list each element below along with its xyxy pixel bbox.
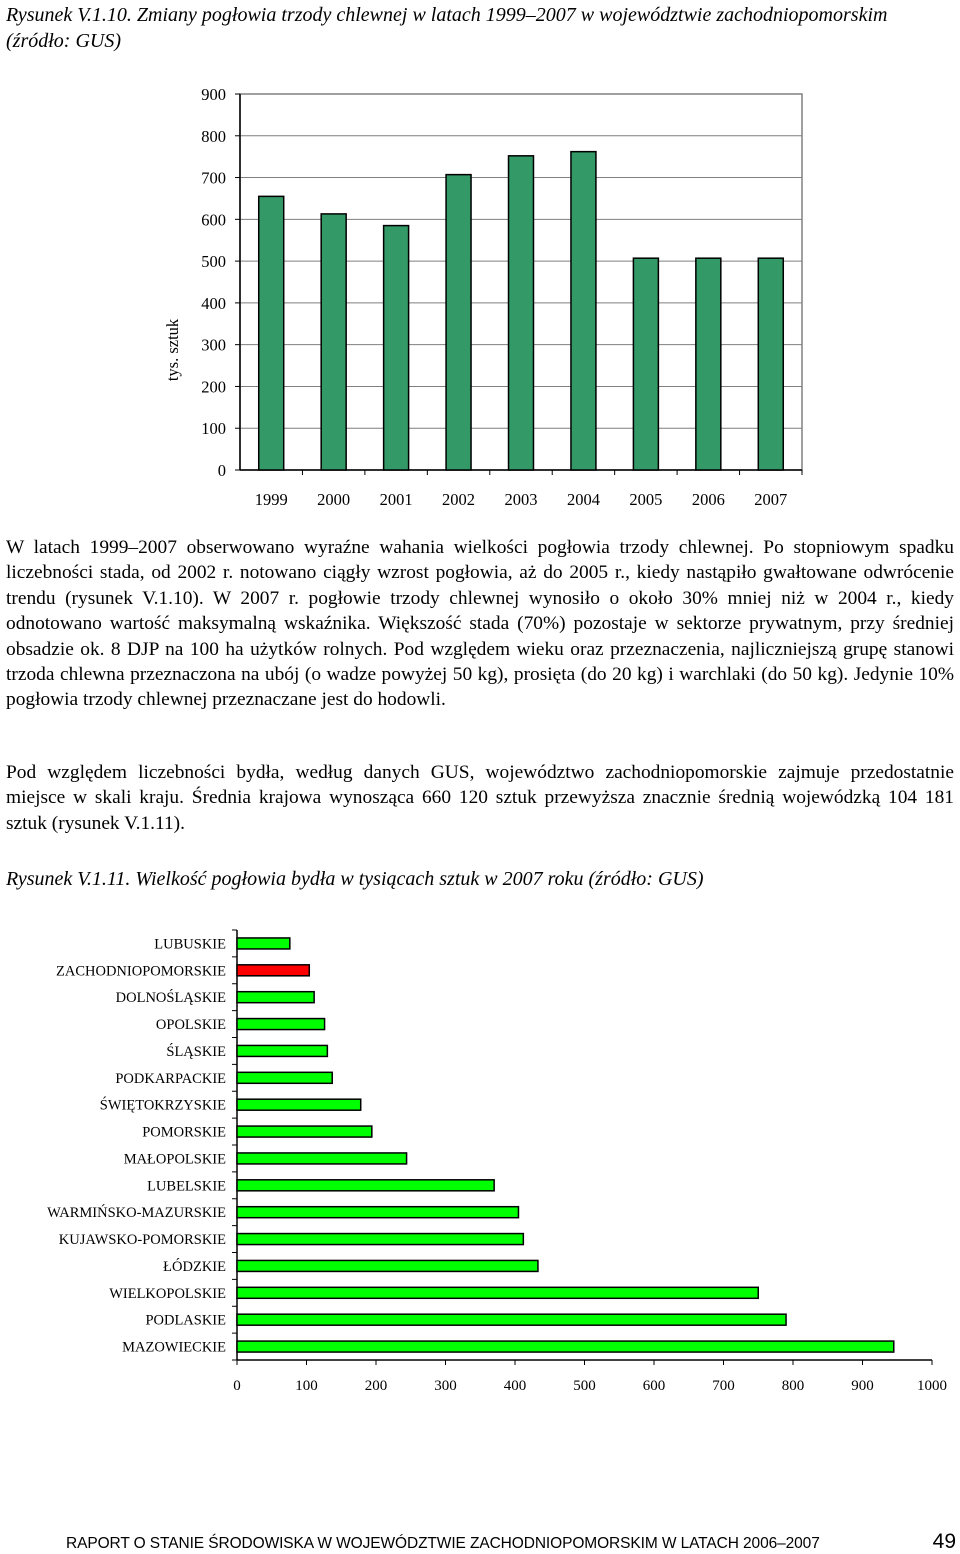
bar — [446, 175, 471, 470]
x-tick-label: 1000 — [917, 1378, 947, 1394]
bar — [633, 258, 658, 470]
category-label: LUBUSKIE — [154, 936, 226, 953]
bar — [509, 156, 534, 470]
bar — [237, 1153, 407, 1164]
category-label: OPOLSKIE — [155, 1017, 226, 1034]
y-tick-label: 400 — [201, 293, 226, 313]
page-footer — [66, 1530, 956, 1554]
bar — [237, 1019, 325, 1030]
x-tick-label: 1999 — [254, 490, 288, 509]
x-tick-label: 100 — [295, 1378, 318, 1394]
page-number: 49 — [932, 1530, 956, 1553]
x-tick-label: 2003 — [504, 490, 538, 509]
category-label: ŁÓDZKIE — [163, 1258, 226, 1275]
pig-population-chart — [0, 70, 960, 520]
category-label: WARMIŃSKO-MAZURSKIE — [47, 1205, 226, 1222]
category-label: ŚLĄSKIE — [166, 1043, 226, 1060]
x-tick-label: 2002 — [442, 490, 476, 509]
bar — [321, 214, 346, 470]
bar — [237, 1045, 327, 1056]
bar — [237, 1314, 786, 1325]
category-label: ZACHODNIOPOMORSKIE — [56, 963, 226, 980]
figure-caption-2: Rysunek V.1.11. Wielkość pogłowia bydła w tysiącach sztuk w 2007 roku (źródło: GUS) — [6, 868, 704, 890]
bar — [758, 258, 783, 470]
y-tick-label: 0 — [217, 461, 226, 480]
x-tick-label: 2000 — [317, 490, 351, 509]
y-tick-label: 700 — [201, 168, 226, 188]
category-label: PODLASKIE — [145, 1312, 226, 1329]
paragraph-pig-population: W latach 1999–2007 obserwowano wyraźne wahania wielkości pogłowia trzody chlewnej. Po stopniowym spadku liczebności stada, od 2002 r. notowano ciągły wzrost pogłowia, aż do 2005 r., kiedy nastąpiło gwałtowane odwrócenie trendu (rysunek V.1.10). W 2007 r. pogłowie trzody chlewnej wynosiło o około 30% mniej niż w 2004 r., kiedy odnotowano wartość maksymalną wskaźnika. Większość stada (70%) pozostaje w sektorze prywatnym, przy średniej obsadzie ok. 8 DJP na 100 ha użytków rolnych. Pod względem wieku oraz przeznaczenia, najliczniejszą grupę stanowi trzoda chlewna przeznaczona na ubój (o wadze powyżej 50 kg), prosięta (do 20 kg) i warchlaki (do 50 kg). Jedynie 10% pogłowia trzody chlewnej przeznaczane jest do hodowli. — [6, 537, 954, 711]
category-label: KUJAWSKO-POMORSKIE — [58, 1232, 226, 1249]
y-tick-label: 200 — [201, 377, 226, 397]
y-tick-label: 300 — [201, 335, 226, 355]
bar — [237, 1072, 332, 1083]
x-tick-label: 2001 — [379, 490, 413, 509]
category-label: MAŁOPOLSKIE — [123, 1151, 226, 1168]
bar — [237, 1260, 538, 1271]
x-tick-label: 500 — [573, 1378, 596, 1394]
category-label: MAZOWIECKIE — [122, 1339, 226, 1356]
y-axis-label: tys. sztuk — [163, 318, 182, 382]
bar — [696, 258, 721, 470]
cattle-population-chart — [0, 920, 960, 1410]
paragraph-cattle-population: Pod względem liczebności bydła, według danych GUS, województwo zachodniopomorskie zajmuje przedostatnie miejsce w skali kraju. Średnia krajowa wynosząca 660 120 sztuk przewyższa znacznie średnią wojewódzką 104 181 sztuk (rysunek V.1.11). — [6, 762, 954, 834]
category-label: DOLNOŚLĄSKIE — [115, 990, 226, 1007]
x-tick-label: 2005 — [629, 490, 663, 509]
x-tick-label: 2007 — [754, 490, 788, 509]
category-label: PODKARPACKIE — [115, 1070, 226, 1087]
x-tick-label: 800 — [781, 1378, 805, 1394]
category-label: ŚWIĘTOKRZYSKIE — [99, 1097, 226, 1114]
y-tick-label: 100 — [201, 419, 226, 439]
bar — [237, 1099, 361, 1110]
y-tick-label: 900 — [201, 85, 226, 104]
x-tick-label: 400 — [503, 1378, 527, 1394]
x-tick-label: 600 — [642, 1378, 666, 1394]
bar — [237, 1180, 494, 1191]
bar — [237, 1234, 523, 1245]
x-tick-label: 2006 — [691, 490, 725, 509]
figure-caption-1: Rysunek V.1.10. Zmiany pogłowia trzody chlewnej w latach 1999–2007 w województwie zachodniopomorskim (źródło: GUS) — [6, 4, 888, 52]
bar — [237, 992, 314, 1003]
category-label: POMORSKIE — [142, 1124, 226, 1141]
x-tick-label: 0 — [233, 1378, 241, 1394]
y-tick-label: 800 — [201, 126, 226, 146]
y-tick-label: 500 — [201, 252, 226, 272]
bar — [237, 1126, 372, 1137]
bar — [237, 938, 290, 949]
y-tick-label: 600 — [201, 210, 226, 230]
bar — [237, 1287, 758, 1298]
bar — [237, 1341, 894, 1352]
bar — [259, 196, 284, 470]
bar — [571, 152, 596, 470]
x-tick-label: 900 — [851, 1378, 874, 1394]
category-label: WIELKOPOLSKIE — [109, 1285, 226, 1302]
category-label: LUBELSKIE — [147, 1178, 226, 1195]
x-tick-label: 300 — [434, 1378, 457, 1394]
x-tick-label: 200 — [364, 1378, 388, 1394]
footer-title: RAPORT O STANIE ŚRODOWISKA W WOJEWÓDZTWIE ZACHODNIOPOMORSKIM W LATACH 2006–2007 — [66, 1535, 820, 1552]
bar — [384, 226, 409, 470]
x-tick-label: 2004 — [566, 490, 600, 509]
bar — [237, 1207, 518, 1218]
bar — [237, 965, 309, 976]
x-tick-label: 700 — [712, 1378, 735, 1394]
